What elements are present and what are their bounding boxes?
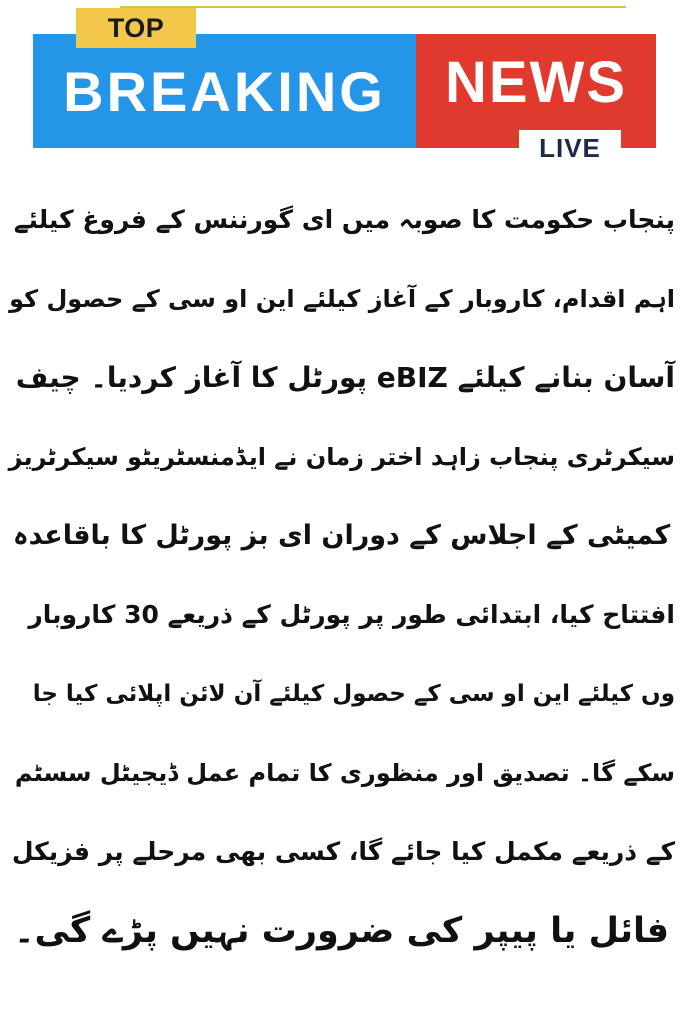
article-line-6: افتتاح کیا، ابتدائی طور پر پورٹل کے ذریعے 30 کاروبار (28, 600, 675, 629)
article-line-4: سیکرٹری پنجاب زاہد اختر زمان نے ایڈمنسٹریٹو سیکرٹریز (8, 442, 675, 471)
article-line-10: فائل یا پیپر کی ضرورت نہیں پڑے گی۔ (13, 910, 670, 951)
top-label: TOP (107, 12, 165, 43)
live-tag (519, 130, 621, 166)
breaking-banner (33, 34, 416, 148)
news-article (8, 180, 675, 970)
news-label: NEWS (445, 49, 627, 115)
breaking-label: BREAKING (63, 59, 386, 123)
article-line-5: کمیٹی کے اجلاس کے دوران ای بز پورٹل کا باقاعدہ (12, 520, 671, 551)
top-tag (76, 8, 196, 48)
article-line-2: اہم اقدام، کاروبار کے آغاز کیلئے این او سی کے حصول کو (9, 284, 675, 313)
article-line-8: سکے گا۔ تصدیق اور منظوری کا تمام عمل ڈیجیٹل سسٹم (14, 758, 675, 787)
live-label: LIVE (539, 132, 601, 163)
article-line-3: آسان بنانے کیلئے eBIZ پورٹل کا آغاز کردیا۔ چیف (15, 361, 675, 394)
article-line-1: پنجاب حکومت کا صوبہ میں ای گورننس کے فروغ کیلئے (13, 205, 675, 234)
article-line-9: کے ذریعے مکمل کیا جائے گا، کسی بھی مرحلے پر فزیکل (11, 837, 675, 866)
article-line-7: وں کیلئے این او سی کے حصول کیلئے آن لائن اپلائی کیا جا (32, 680, 675, 707)
